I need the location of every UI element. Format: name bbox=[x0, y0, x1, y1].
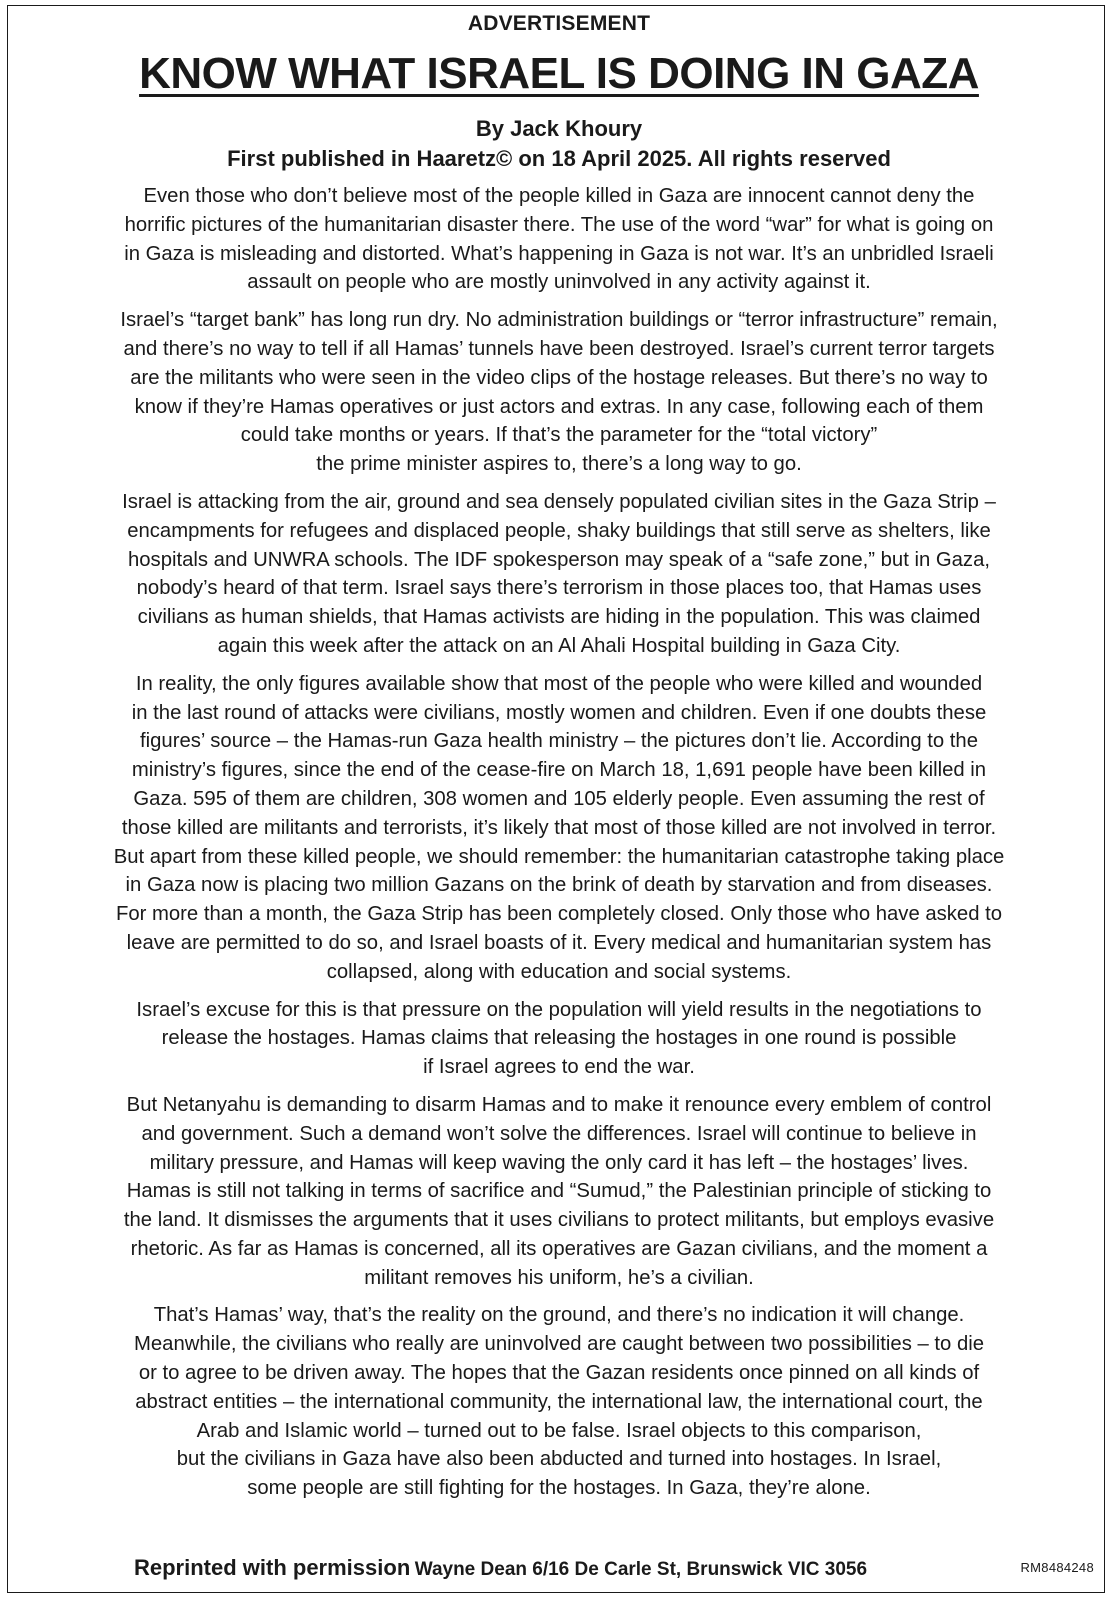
paragraph-2: Israel’s “target bank” has long run dry. No administration buildings or “terror infrastructure” remain, and there’s no way to tell if all Hamas’ tunnels have been destroyed. Israel’s current terror targets are the militants who were seen in the video clips of the hostage releases. But there’s no way to know if they’re Hamas operatives or just actors and extras. In any case, following each of them could take months or years. If that’s the parameter for the “total victory” the prime minister aspires to, there’s a long way to go. bbox=[120, 309, 998, 476]
paragraph-1: Even those who don’t believe most of the people killed in Gaza are innocent cannot deny the horrific pictures of the humanitarian disaster there. The use of the word “war” for what is going on in Gaza is misleading and distorted. What’s happening in Gaza is not war. It’s an unbridled Israeli assault on people who are mostly uninvolved in any activity against it. bbox=[124, 185, 994, 294]
publication-notice: First published in Haaretz© on 18 April 2025. All rights reserved bbox=[227, 146, 891, 171]
footer-credit bbox=[134, 1555, 867, 1581]
permission-text: Reprinted with permission bbox=[134, 1555, 411, 1580]
article-body bbox=[14, 182, 1104, 1512]
headline: KNOW WHAT ISRAEL IS DOING IN GAZA bbox=[139, 49, 979, 98]
paragraph-4: In reality, the only figures available show that most of the people who were killed and wounded in the last round of attacks were civilians, mostly women and children. Even if one doubts these figures’ source – the Hamas-run Gaza health ministry – the pictures don’t lie. According to the ministry’s figures, since the end of the cease-fire on March 18, 1,691 people have been killed in Gaza. 595 of them are children, 308 women and 105 elderly people. Even assuming the rest of those killed are militants and terrorists, it’s likely that most of those killed are not involved in terror. But apart from these killed people, we should remember: the humanitarian catastrophe taking place in Gaza now is placing two million Gazans on the brink of death by starvation and from diseases. For more than a month, the Gaza Strip has been completely closed. Only those who have asked to leave are permitted to do so, and Israel boasts of it. Every medical and humanitarian system has collapsed, along with education and social systems. bbox=[113, 672, 1005, 983]
footer bbox=[14, 1555, 1104, 1585]
advertisement-label: ADVERTISEMENT bbox=[467, 12, 651, 35]
byline: By Jack Khoury bbox=[475, 116, 643, 141]
paragraph-7: That’s Hamas’ way, that’s the reality on the ground, and there’s no indication it will change. Meanwhile, the civilians who really are uninvolved are caught between two possibilities – to die or to agree to be driven away. The hopes that the Gazan residents once pinned on all kinds of abstract entities – the international community, the international law, the international court, the Arab and Islamic world – turned out to be false. Israel objects to this comparison, but the civilians in Gaza have also been abducted and turned into hostages. In Israel, some people are still fighting for the hostages. In Gaza, they’re alone. bbox=[133, 1304, 985, 1500]
paragraph-6: But Netanyahu is demanding to disarm Hamas and to make it renounce every emblem of control and government. Such a demand won’t solve the differences. Israel will continue to believe in military pressure, and Hamas will keep waving the only card it has left – the hostages’ lives. Hamas is still not talking in terms of sacrifice and “Sumud,” the Palestinian principle of sticking to the land. It dismisses the arguments that it uses civilians to protect militants, but employs evasive rhetoric. As far as Hamas is concerned, all its operatives are Gazan civilians, and the moment a militant removes his uniform, he’s a civilian. bbox=[123, 1093, 995, 1289]
authoriser-address: Wayne Dean 6/16 De Carle St, Brunswick VIC 3056 bbox=[414, 1559, 868, 1580]
ad-reference-number: RM8484248 bbox=[1020, 1560, 1094, 1575]
paragraph-3: Israel is attacking from the air, ground and sea densely populated civilian sites in the Gaza Strip – encampments for refugees and displaced people, shaky buildings that still serve as shelters, like hospitals and UNWRA schools. The IDF spokesperson may speak of a “safe zone,” but in Gaza, nobody’s heard of that term. Israel says there’s terrorism in those places too, that Hamas uses civilians as human shields, that Hamas activists are hiding in the population. This was claimed again this week after the attack on an Al Ahali Hospital building in Gaza City. bbox=[122, 490, 996, 657]
paragraph-5: Israel’s excuse for this is that pressure on the population will yield results in the negotiations to release the hostages. Hamas claims that releasing the hostages in one round is possible if Israel agrees to end the war. bbox=[136, 998, 982, 1079]
